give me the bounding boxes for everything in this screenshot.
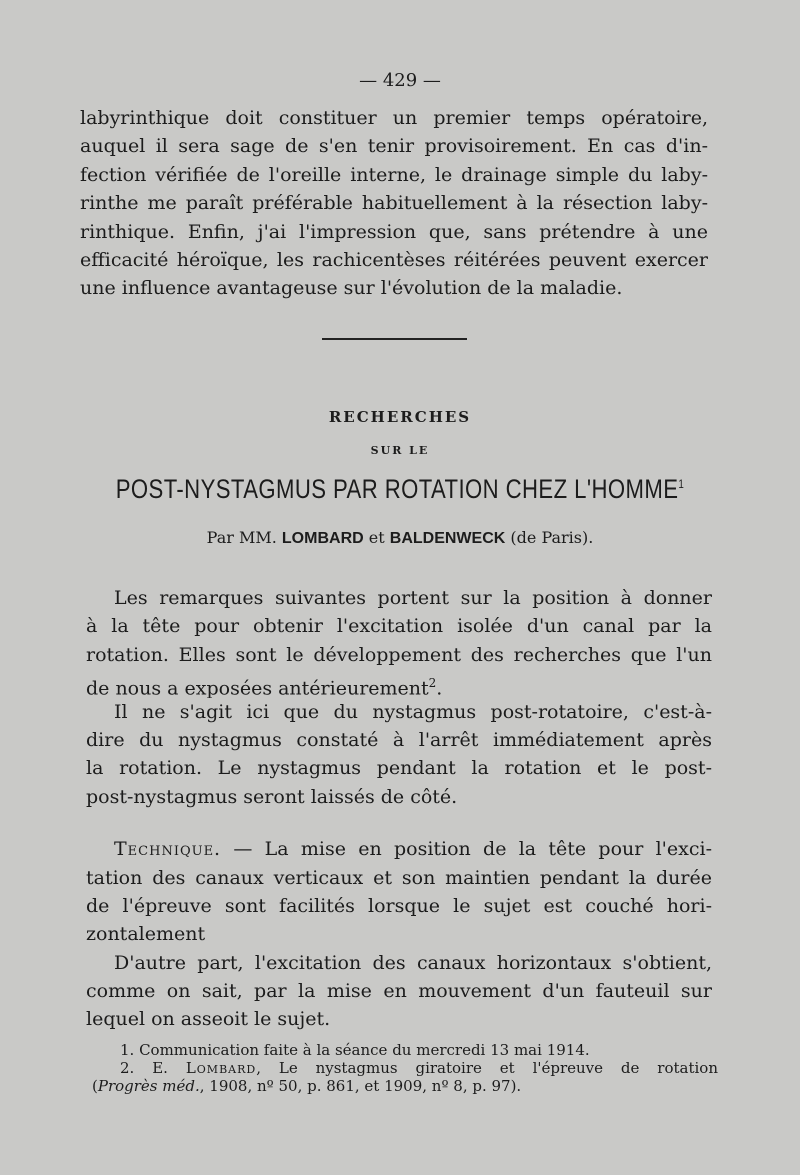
text-fragment: — La mise en position de la tête pour l'exci-	[233, 838, 712, 861]
text-line: tation des canaux verticaux et son maintien pendant la durée	[86, 866, 712, 889]
byline-conj: et	[368, 528, 385, 547]
text-line: lequel on asseoit le sujet.	[86, 1008, 331, 1031]
text-line: efficacité héroïque, les rachicentèses réitérées peuvent exercer	[80, 248, 708, 271]
footnote-marker: 2	[428, 676, 437, 691]
footnote-1: 1. Communication faite à la séance du mercredi 13 mai 1914.	[120, 1041, 590, 1059]
byline	[0, 528, 800, 548]
text-line: de l'épreuve sont facilités lorsque le sujet est couché hori-	[86, 894, 712, 917]
footnote-2-journal: Progrès méd.	[97, 1077, 200, 1095]
section-divider	[322, 338, 467, 340]
heading-sub: SUR LE	[370, 444, 430, 457]
footnote-2-author: Lombard	[185, 1059, 257, 1077]
author-lombard: LOMBARD	[281, 530, 364, 547]
text-line: fection vérifiée de l'oreille interne, le drainage simple du laby-	[80, 163, 708, 186]
article-title	[72, 474, 728, 505]
text-fragment: de nous a exposées antérieurement	[86, 677, 429, 698]
heading-kicker: RECHERCHES	[328, 408, 472, 426]
text-line: rotation. Elles sont le développement des recherches que l'un	[86, 643, 712, 666]
text-line: auquel il sera sage de s'en tenir provisoirement. En cas d'in-	[80, 135, 708, 158]
footnote-2-cite: , 1908, nº 50, p. 861, et 1909, nº 8, p. 97).	[199, 1077, 522, 1095]
footnote-2	[92, 1059, 718, 1077]
footnote-2-num: 2. E.	[120, 1059, 168, 1077]
byline-suffix: (de Paris).	[510, 528, 594, 547]
text-line: post-nystagmus seront laissés de côté.	[86, 785, 458, 808]
footnotes	[92, 1041, 718, 1095]
footnote-2-cont: (Progrès méd., 1908, nº 50, p. 861, et 1909, nº 8, p. 97).	[92, 1077, 522, 1095]
byline-prefix: Par MM.	[206, 528, 277, 547]
section-label-technique: Technique.	[114, 838, 222, 861]
text-line: D'autre part, l'excitation des canaux horizontaux s'obtient,	[114, 951, 712, 974]
article-title-text: POST-NYSTAGMUS PAR ROTATION CHEZ L'HOMME	[115, 474, 679, 504]
text-line: à la tête pour obtenir l'excitation isolée d'un canal par la	[86, 615, 712, 638]
author-baldenweck: BALDENWECK	[389, 530, 506, 547]
body-text	[86, 584, 712, 1034]
text-line: zontalement	[86, 923, 206, 946]
title-footnote-marker: 1	[678, 477, 685, 491]
text-line: de nous a exposées antérieurement$^2$.	[86, 676, 443, 698]
text-line: Il ne s'agit ici que du nystagmus post-rotatoire, c'est-à-	[114, 700, 712, 723]
text-line: dire du nystagmus constaté à l'arrêt immédiatement après	[86, 728, 712, 751]
footnote-2-text: , Le nystagmus giratoire et l'épreuve de rotation	[256, 1059, 718, 1077]
text-line: comme on sait, par la mise en mouvement d'un fauteuil sur	[86, 980, 712, 1003]
text-line: Les remarques suivantes portent sur la position à donner	[114, 587, 712, 609]
page-number: — 429 —	[359, 70, 441, 91]
text-line: la rotation. Le nystagmus pendant la rotation et le post-	[86, 757, 712, 780]
text-line: rinthe me paraît préférable habituellement à la résection laby-	[80, 192, 708, 215]
text-line: rinthique. Enfin, j'ai l'impression que, sans prétendre à une	[80, 220, 708, 243]
text-line: une influence avantageuse sur l'évolution de la maladie.	[80, 277, 623, 300]
spacer	[86, 811, 712, 835]
continued-paragraph	[80, 104, 708, 303]
text-line: labyrinthique doit constituer un premier temps opératoire,	[80, 107, 708, 129]
text-line	[86, 835, 712, 863]
